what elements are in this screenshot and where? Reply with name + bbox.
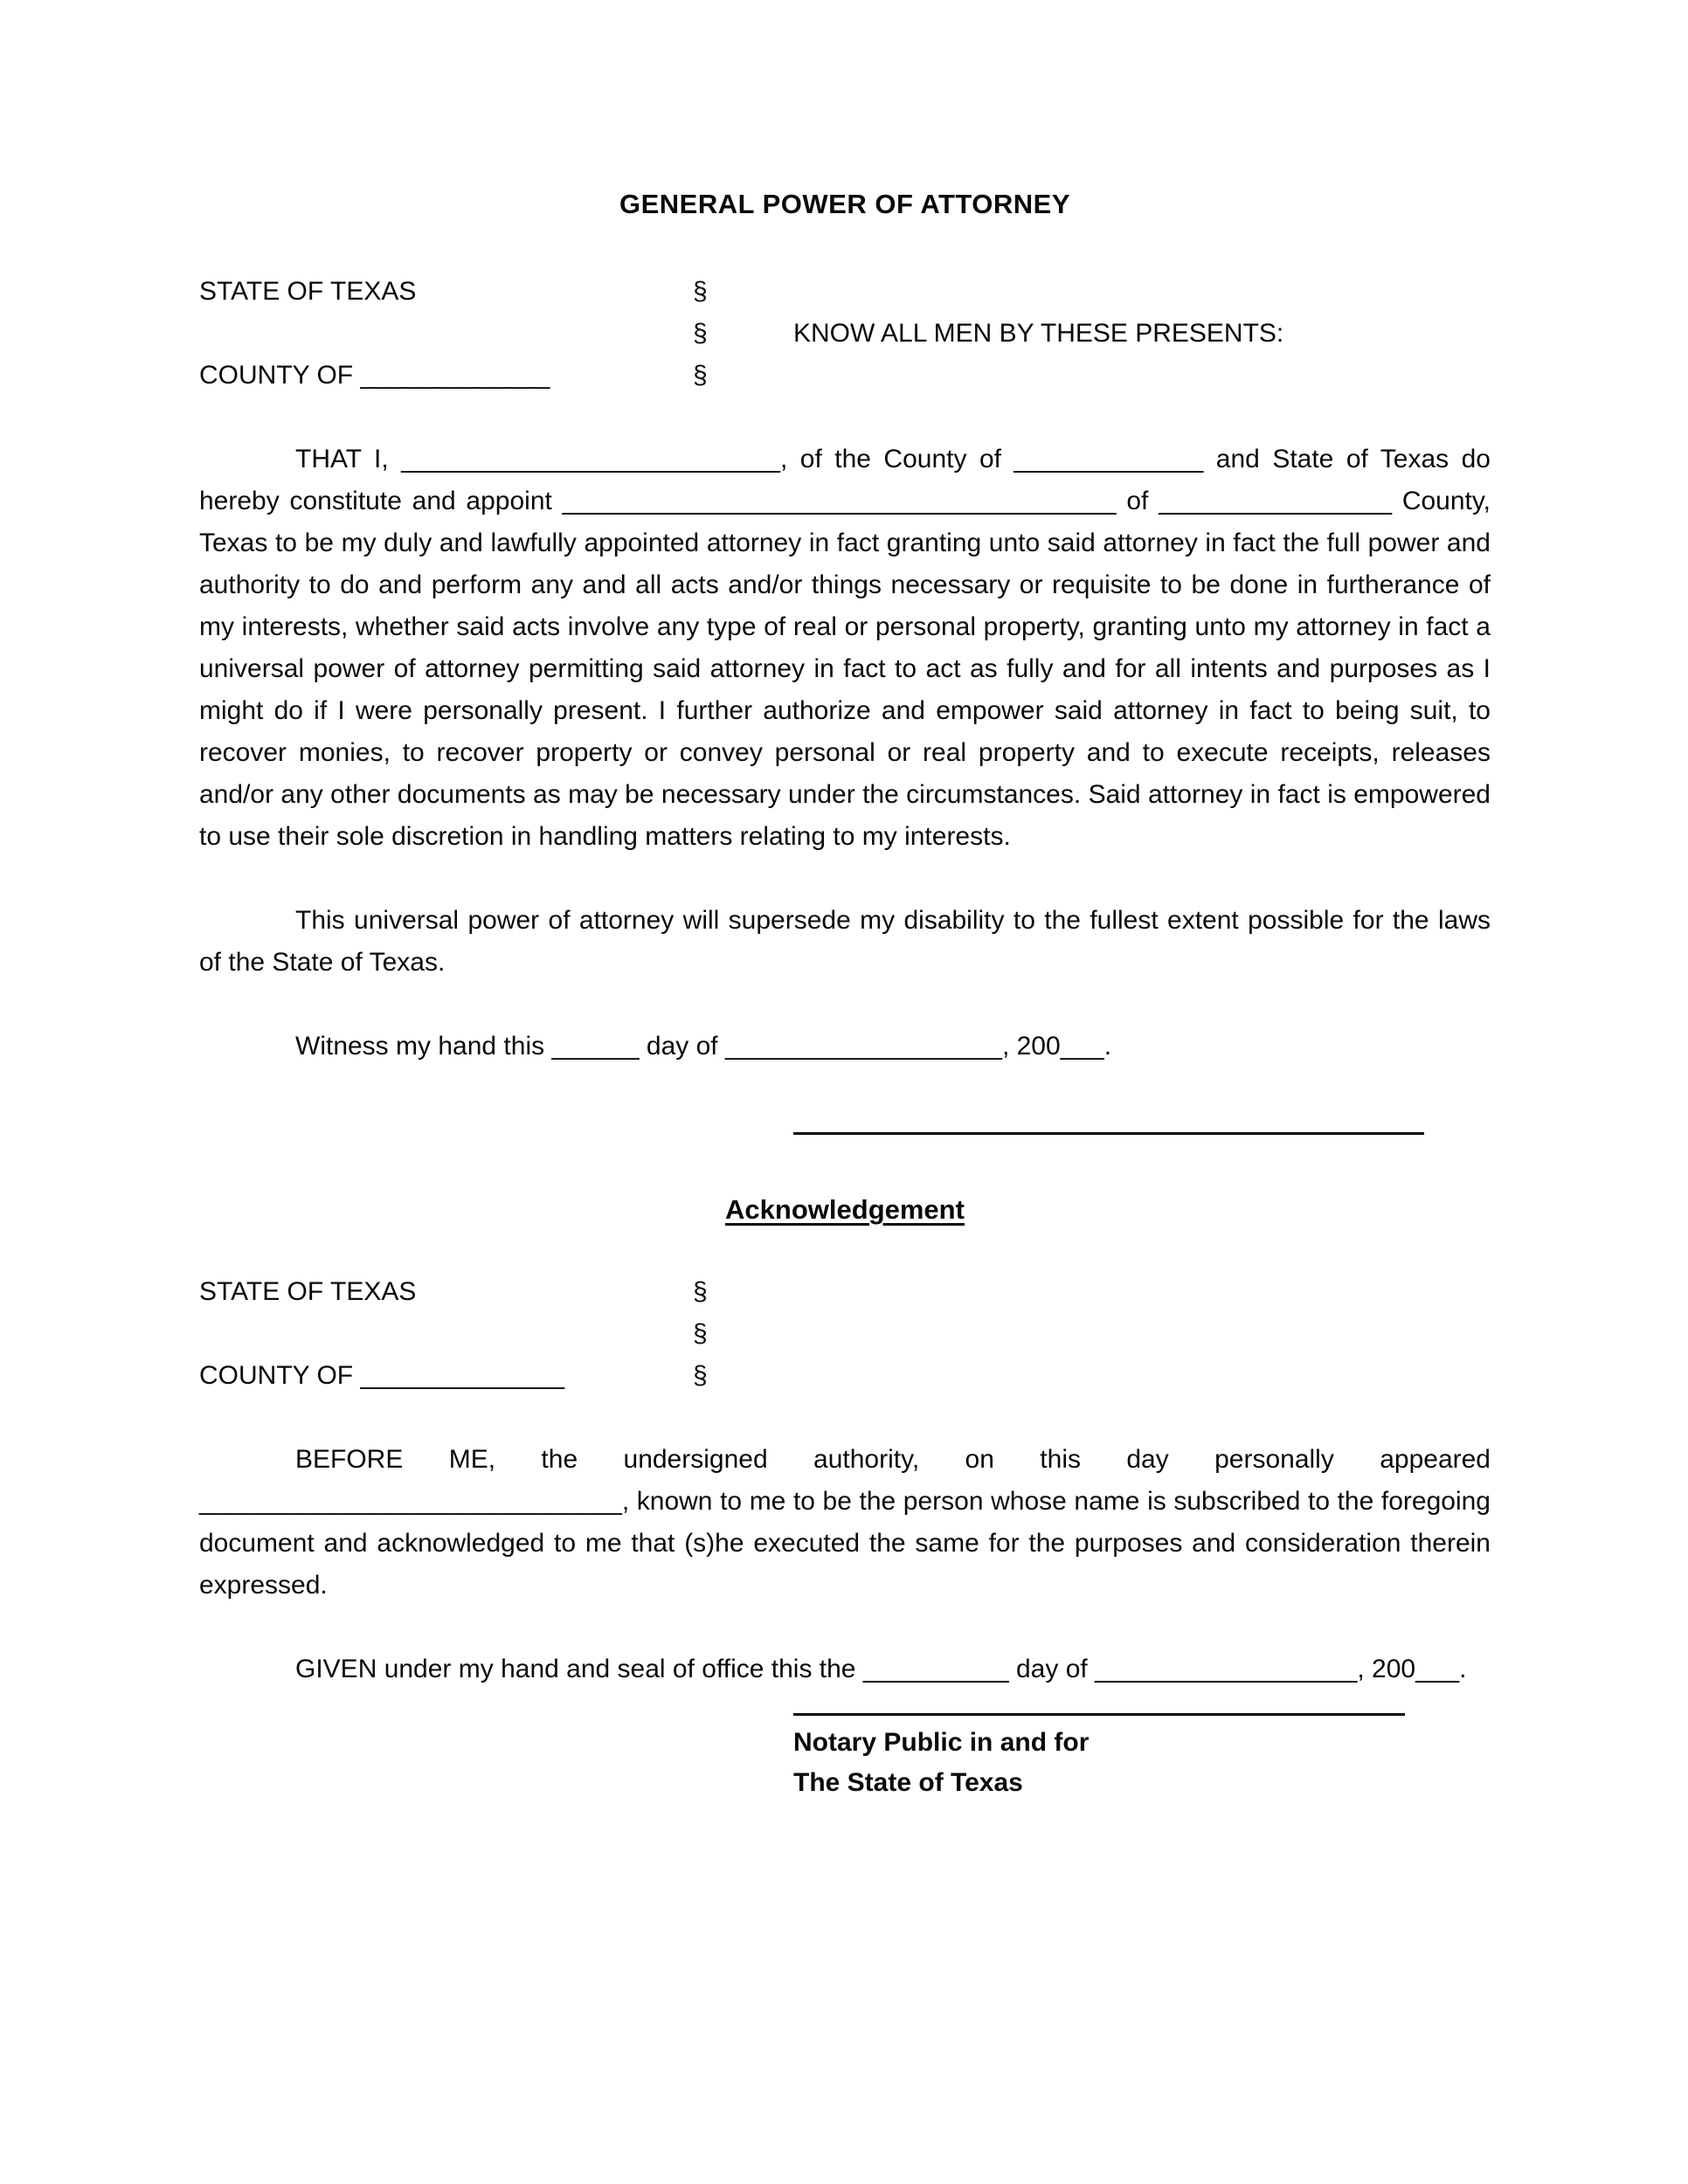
venue-row-middle: [199, 1313, 1491, 1355]
venue-row-county: [199, 1355, 1491, 1397]
section-symbol: §: [693, 1361, 708, 1390]
witness-line: Witness my hand this ______ day of ___________________, 200___.: [295, 1032, 1112, 1061]
venue-row-know-all: [199, 313, 1491, 355]
section-symbol: §: [693, 319, 708, 348]
spacer: [793, 1313, 1491, 1355]
spacer: [793, 1355, 1491, 1397]
section-symbol: §: [693, 1277, 708, 1306]
section-symbol: §: [693, 1319, 708, 1348]
principal-signature-line: [793, 1132, 1424, 1135]
appointment-paragraph: THAT I, __________________________, of the County of _____________ and State of Texas do hereby constitute and appoint ______________________________________ of ________________ County, Texas to be my duly and lawfully appointed attorney in fact granting unto said attorney in fact the full power and authority to do and perform any and all acts and/or things necessary or requisite to be done in furtherance of my interests, whether said acts involve any type of real or personal property, granting unto my attorney in fact a universal power of attorney permitting said attorney in fact to act as fully and for all intents and purposes as I might do if I were personally present. I further authorize and empower said attorney in fact to being suit, to recover monies, to recover property or convey personal or real property and to execute receipts, releases and/or any other documents as may be necessary under the circumstances. Said attorney in fact is empowered to use their sole discretion in handling matters relating to my interests.: [199, 445, 1491, 851]
venue-block-top: [199, 271, 1491, 397]
section-symbol: §: [693, 277, 708, 306]
notary-signature-line: [793, 1713, 1405, 1716]
venue-row-county: [199, 355, 1491, 397]
spacer: [199, 1313, 693, 1355]
notary-title-line-1: Notary Public in and for: [793, 1728, 1090, 1757]
state-of-texas-label: STATE OF TEXAS: [199, 277, 417, 306]
venue-block-acknowledgement: [199, 1271, 1491, 1397]
county-of-label: COUNTY OF _____________: [199, 361, 550, 390]
venue-row-state: [199, 271, 1491, 313]
spacer: [793, 1271, 1491, 1313]
notary-block: [793, 1713, 1491, 1803]
spacer: [793, 271, 1491, 313]
document-title: GENERAL POWER OF ATTORNEY: [619, 189, 1070, 219]
notary-title-line-2: The State of Texas: [793, 1768, 1023, 1797]
spacer: [199, 313, 693, 355]
acknowledgement-heading: Acknowledgement: [725, 1194, 965, 1225]
venue-row-state: [199, 1271, 1491, 1313]
know-all-men-text: KNOW ALL MEN BY THESE PRESENTS:: [793, 319, 1284, 348]
section-symbol: §: [693, 361, 708, 390]
supersede-paragraph: This universal power of attorney will supersede my disability to the fullest extent possible for the laws of the State of Texas.: [199, 906, 1491, 977]
given-paragraph: GIVEN under my hand and seal of office this the __________ day of __________________, 200___.: [295, 1655, 1467, 1683]
spacer: [793, 355, 1491, 397]
state-of-texas-label: STATE OF TEXAS: [199, 1277, 417, 1306]
county-of-label: COUNTY OF ______________: [199, 1361, 565, 1390]
before-me-paragraph: BEFORE ME, the undersigned authority, on this day personally appeared _____________________________, known to me to be the person whose name is subscribed to the foregoing document and acknowledged to me that (s)he executed the same for the purposes and consideration therein expressed.: [199, 1445, 1491, 1600]
